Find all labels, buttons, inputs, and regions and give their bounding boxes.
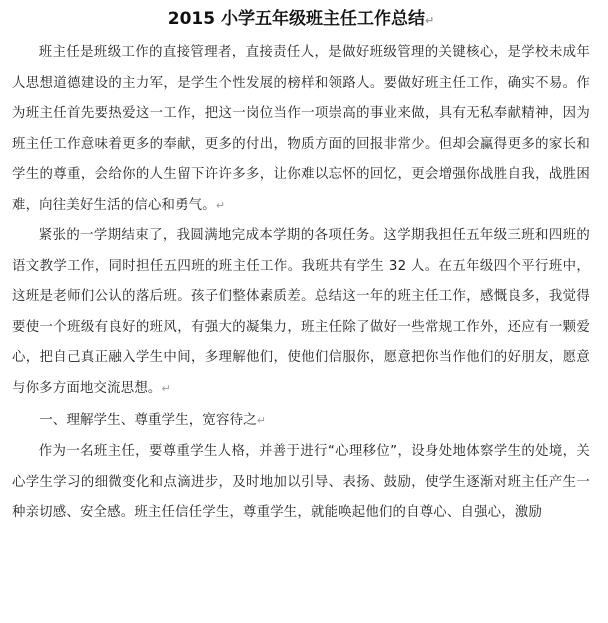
paragraph-mark-icon: ↵ (425, 14, 435, 27)
paragraph-3 (12, 437, 590, 529)
section-heading-1-text: 一、理解学生、尊重学生，宽容待之 (39, 412, 257, 428)
paragraph-1-text: 班主任是班级工作的直接管理者，直接责任人，是做好班级管理的关键核心，是学校未成年人思想道德建设的主力军，是学生个性发展的榜样和领路人。要做好班主任工作，确实不易。作为班主任首先要热爱这一工作，把这一岗位当作一项崇高的事业来做，具有无私奉献精神，因为班主任工作意味着更多的奉献，更多的付出，物质方面的回报非常少。但却会赢得更多的家长和学生的尊重，会给你的人生留下许许多多，让你难以忘怀的回忆，更会增强你战胜自我，战胜困难，向往美好生活的信心和勇气。 (12, 45, 590, 213)
paragraph-1 (12, 38, 590, 221)
paragraph-mark-icon: ↵ (161, 381, 171, 395)
paragraph-2 (12, 221, 590, 404)
paragraph-mark-icon: ↵ (215, 198, 226, 212)
paragraph-3-text: 作为一名班主任，要尊重学生人格，并善于进行“心理移位”，设身处地体察学生的处境，关心学生学习的细微变化和点滴进步，及时地加以引导、表扬、鼓励，使学生逐渐对班主任产生一种亲切感、安全感。班主任信任学生，尊重学生，就能唤起他们的自尊心、自强心，激励 (12, 444, 590, 520)
paragraph-2-text: 紧张的一学期结束了，我圆满地完成本学期的各项任务。这学期我担任五年级三班和四班的语文教学工作，同时担任五四班的班主任工作。我班共有学生 32 人。在五年级四个平行班中，这班是老师们公认的落后班。孩子们整体素质差。总结这一年的班主任工作，感慨良多，我觉得要使一个班级有良好的班风，有强大的凝集力，班主任除了做好一些常规工作外，还应有一颗爱心，把自己真正融入学生中间，多理解他们，使他们信服你，愿意把你当作他们的好朋友，愿意与你多方面地交流思想。 (12, 228, 590, 396)
title-text: 2015 小学五年级班主任工作总结 (167, 9, 425, 29)
document-title (12, 8, 590, 32)
section-heading-1 (12, 404, 590, 437)
paragraph-mark-icon: ↵ (256, 414, 266, 427)
